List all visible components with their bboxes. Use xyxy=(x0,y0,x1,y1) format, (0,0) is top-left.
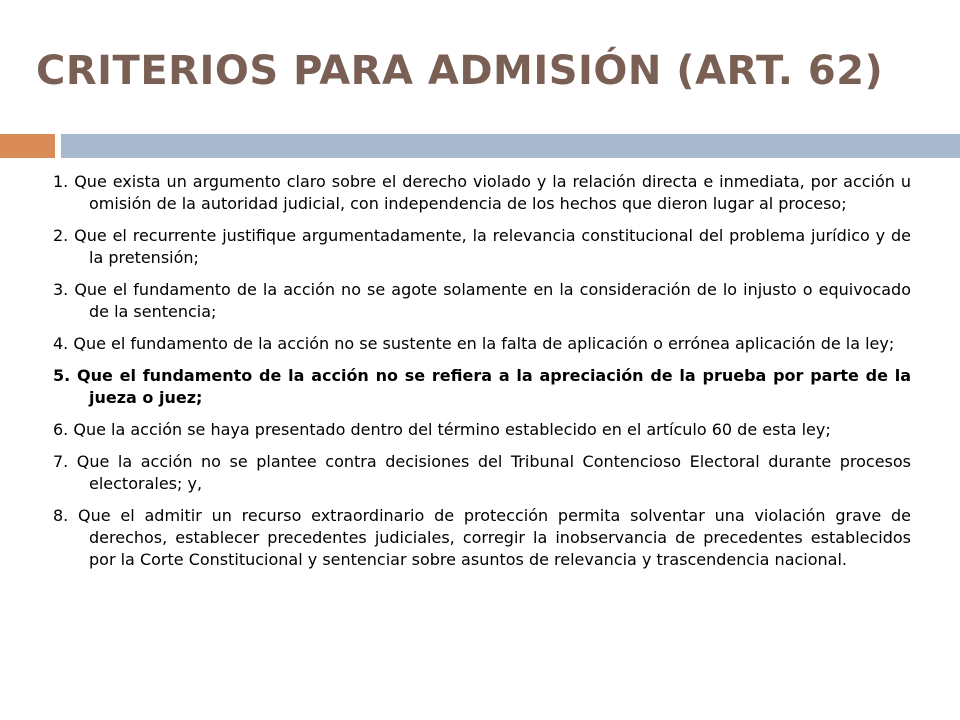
criteria-list xyxy=(53,171,911,581)
slide-title: CRITERIOS PARA ADMISIÓN (ART. 62) xyxy=(36,48,884,94)
criteria-item-2: 2. Que el recurrente justifique argumentadamente, la relevancia constitucional del problema jurídico y de la pretensión; xyxy=(53,226,911,267)
criteria-item-5: 5. Que el fundamento de la acción no se refiera a la apreciación de la prueba por parte de la jueza o juez; xyxy=(53,366,911,407)
accent-bar-blue xyxy=(61,134,960,158)
accent-bar-orange xyxy=(0,134,55,158)
criteria-item-7: 7. Que la acción no se plantee contra decisiones del Tribunal Contencioso Electoral durante procesos electorales; y, xyxy=(53,452,911,493)
criteria-item-6: 6. Que la acción se haya presentado dentro del término establecido en el artículo 60 de esta ley; xyxy=(53,420,831,439)
criteria-item-4: 4. Que el fundamento de la acción no se sustente en la falta de aplicación o errónea aplicación de la ley; xyxy=(53,334,895,353)
criteria-item-3: 3. Que el fundamento de la acción no se agote solamente en la consideración de lo injusto o equivocado de la sentencia; xyxy=(53,280,911,321)
criteria-item-1: 1. Que exista un argumento claro sobre el derecho violado y la relación directa e inmediata, por acción u omisión de la autoridad judicial, con independencia de los hechos que dieron lugar al proceso; xyxy=(53,172,911,213)
criteria-item-8: 8. Que el admitir un recurso extraordinario de protección permita solventar una violación grave de derechos, establecer precedentes judiciales, corregir la inobservancia de precedentes establecidos por la Corte Constitucional y sentenciar sobre asuntos de relevancia y trascendencia nacional. xyxy=(53,506,911,569)
